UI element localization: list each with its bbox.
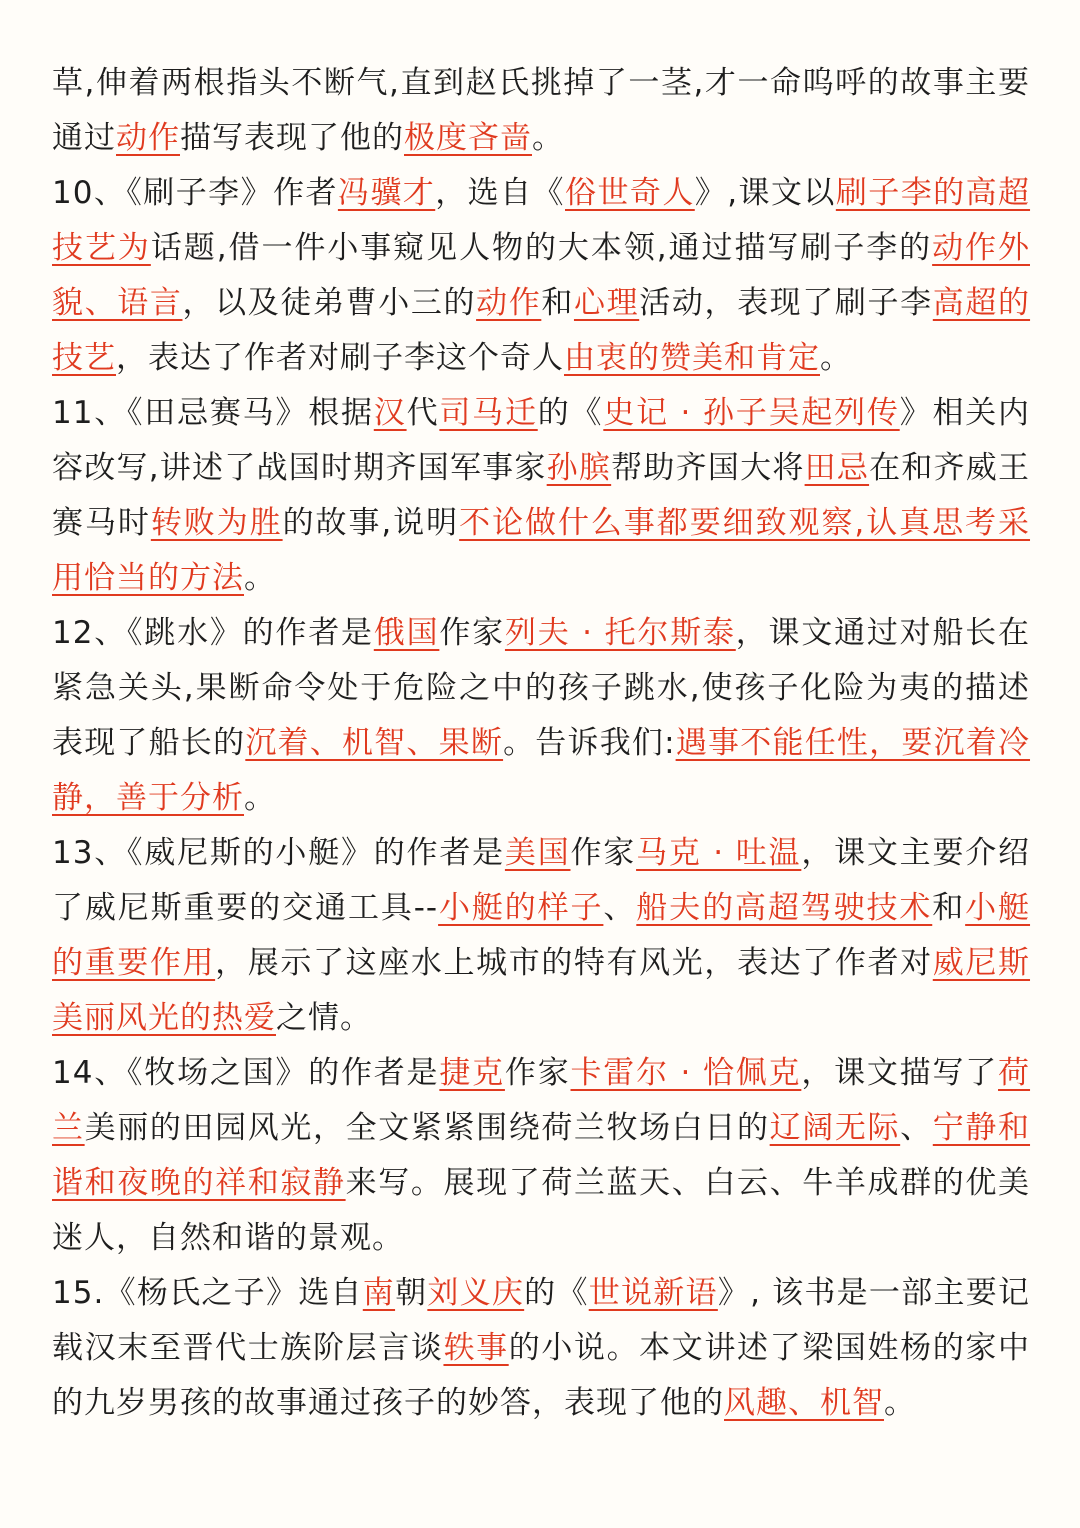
body-text: 的《 [537,395,604,431]
highlighted-answer: 心理 [573,285,640,321]
highlighted-answer: 司马迁 [439,395,538,431]
body-text: 帮助齐国大将 [611,450,805,486]
body-text: 作家 [504,1055,571,1091]
body-text: 。 [244,560,276,596]
body-text: 作家 [439,615,505,651]
body-text: 》相关内容改写,讲述了战国时期齐国军事家 [52,395,1031,486]
body-text: 活动，表现了刷子李 [639,285,933,321]
paragraph-14-land-of-pastures [52,1046,1030,1266]
body-text: 话题,借一件小事窥见人物的大本领,通过描写刷子李的 [150,230,933,266]
body-text: 在和齐威王赛马时 [52,450,1031,541]
highlighted-answer: 威尼斯美丽风光的热爱 [52,945,1031,1036]
body-text: ，选自《 [435,175,565,211]
highlighted-answer: 冯骥才 [337,175,436,211]
body-text: 13、《威尼斯的小艇》的作者是 [52,835,505,871]
highlighted-answer: 荷兰 [52,1055,1031,1146]
highlighted-answer: 动作 [116,120,180,156]
body-text: ，展示了这座水上城市的特有风光，表达了作者对 [215,945,933,981]
highlighted-answer: 小艇的重要作用 [52,890,1031,981]
highlighted-answer: 极度吝啬 [404,120,532,156]
highlighted-answer: 辽阔无际 [769,1110,901,1146]
highlighted-answer: 马克 · 吐温 [636,835,802,871]
paragraph-9-continued [52,56,1030,166]
body-text: 。告诉我们: [503,725,676,761]
body-text: 草,伸着两根指头不断气,直到赵氏挑掉了一茎,才一命呜呼的故事主要通过 [52,65,1030,156]
highlighted-answer: 沉着、机智、果断 [245,725,504,761]
body-text: 。 [532,120,564,156]
highlighted-answer: 船夫的高超驾驶技术 [636,890,933,926]
body-text: 。 [244,780,276,816]
highlighted-answer: 俄国 [373,615,440,651]
highlighted-answer: 遇事不能任性，要沉着冷静，善于分析 [52,725,1031,816]
highlighted-answer: 宁静和谐和夜晚的祥和寂静 [52,1110,1031,1201]
paragraph-12-jumping-into-water [52,606,1030,826]
highlighted-answer: 高超的技艺 [52,285,1031,376]
highlighted-answer: 风趣、机智 [724,1385,884,1421]
body-text: 来写。展现了荷兰蓝天、白云、牛羊成群的优美迷人，自然和谐的景观。 [52,1165,1031,1256]
body-text: 11、《田忌赛马》根据 [52,395,374,431]
body-text: 和 [541,285,574,321]
body-text: 之情。 [276,1000,372,1036]
highlighted-answer: 俗世奇人 [565,175,695,211]
highlighted-answer: 南 [362,1275,396,1311]
body-text: ，课文通过对船长在紧急关头,果断命令处于危险之中的孩子跳水,使孩子化险为夷的描述表现了船长的 [52,615,1031,761]
highlighted-answer: 汉 [373,395,407,431]
highlighted-answer: 转败为胜 [150,505,283,541]
body-text: 朝 [395,1275,428,1311]
body-text: 》, 该书是一部主要记载汉末至晋代士族阶层言谈 [52,1275,1031,1366]
highlighted-answer: 动作外貌、语言 [52,230,1030,321]
body-text: 10、《刷子李》作者 [52,175,338,211]
highlighted-answer: 田忌 [804,450,870,486]
body-text: ，课文主要介绍了威尼斯重要的交通工具-- [52,835,1031,926]
paragraph-11-tianji-horse-race [52,386,1030,606]
body-text: 美丽的田园风光，全文紧紧围绕荷兰牧场白日的 [84,1110,770,1146]
body-text: 的小说。本文讲述了梁国姓杨的家中的九岁男孩的故事通过孩子的妙答，表现了他的 [52,1330,1031,1421]
body-text: 15.《杨氏之子》选自 [52,1275,363,1311]
highlighted-answer: 列夫 · 托尔斯泰 [504,615,736,651]
highlighted-answer: 小艇的样子 [438,890,604,926]
body-text: 代 [406,395,440,431]
body-text: ，表达了作者对刷子李这个奇人 [116,340,564,376]
highlighted-answer: 史记 · 孙子吴起列传 [603,395,900,431]
highlighted-answer: 孙膑 [546,450,612,486]
highlighted-answer: 捷克 [439,1055,505,1091]
highlighted-answer: 由衷的赞美和肯定 [564,340,820,376]
body-text: 描写表现了他的 [180,120,404,156]
highlighted-answer: 轶事 [443,1330,509,1366]
body-text: 12、《跳水》的作者是 [52,615,374,651]
paragraph-15-son-of-yang [52,1266,1030,1431]
highlighted-answer: 世说新语 [588,1275,718,1311]
body-text: 。 [884,1385,916,1421]
paragraph-10-brush-li [52,166,1030,386]
highlighted-answer: 美国 [504,835,571,871]
body-text: 14、《牧场之国》的作者是 [52,1055,440,1091]
body-text: 和 [932,890,966,926]
highlighted-answer: 卡雷尔 · 恰佩克 [570,1055,802,1091]
highlighted-answer: 动作 [476,285,542,321]
highlighted-answer: 刘义庆 [427,1275,525,1311]
body-text: 作家 [570,835,637,871]
body-text: 、 [603,890,637,926]
body-text: 的故事,说明 [282,505,460,541]
body-text: ，课文描写了 [801,1055,999,1091]
body-text: ，以及徒弟曹小三的 [182,285,477,321]
body-text: 、 [900,1110,933,1146]
body-text: 。 [820,340,852,376]
highlighted-answer: 不论做什么事都要细致观察,认真思考采用恰当的方法 [52,505,1031,596]
body-text: 的《 [524,1275,589,1311]
body-text: 》,课文以 [694,175,836,211]
paragraph-13-venice-gondola [52,826,1030,1046]
highlighted-answer: 刷子李的高超技艺为 [52,175,1031,266]
